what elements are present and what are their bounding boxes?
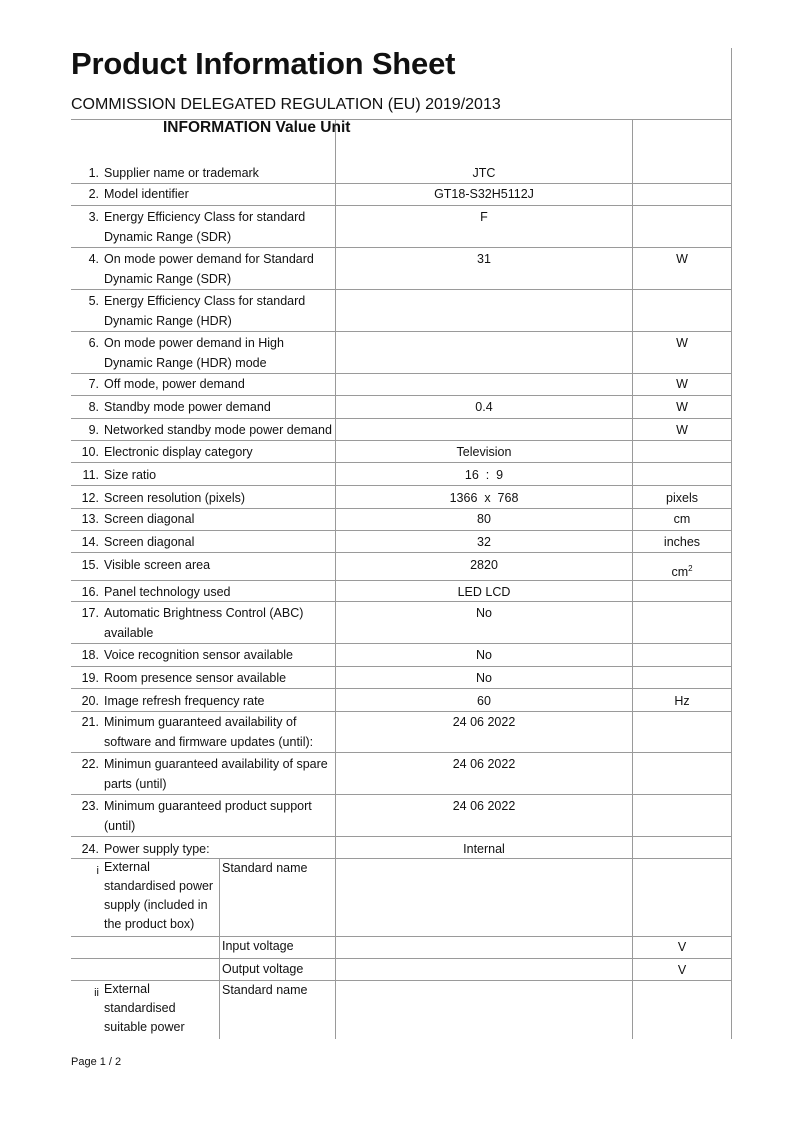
row-value: 2820 (470, 558, 498, 572)
row-number: 15. (81, 558, 99, 572)
row-value: 1366 x 768 (449, 491, 519, 505)
row-label: Model identifier (104, 187, 189, 201)
row-unit: inches (663, 535, 701, 549)
table-header: INFORMATION Value Unit (163, 119, 351, 136)
row-label: Electronic display category (104, 445, 253, 459)
column-divider (219, 858, 220, 1039)
row-label: Size ratio (104, 468, 157, 482)
row-unit: W (676, 336, 688, 350)
row-label: Energy Efficiency Class for standard Dynamic Range (HDR) (104, 294, 306, 328)
row-number: 21. (81, 715, 99, 729)
row-label: Panel technology used (104, 585, 231, 599)
row-value: Internal (463, 842, 505, 856)
row-label: Room presence sensor available (104, 671, 287, 685)
row-unit (633, 559, 731, 582)
row-number: 7. (88, 377, 99, 391)
row-number: 3. (88, 210, 99, 224)
row-number: 24. (81, 842, 99, 856)
power-supply-marker: ii (94, 987, 99, 999)
row-value: 60 (477, 694, 491, 708)
row-value: 24 06 2022 (452, 757, 516, 771)
row-label: Energy Efficiency Class for standard Dynamic Range (SDR) (104, 210, 306, 244)
row-value: JTC (472, 166, 496, 180)
row-number: 19. (81, 671, 99, 685)
row-unit: W (676, 252, 688, 266)
page-title: Product Information Sheet (71, 46, 456, 81)
row-value: 0.4 (475, 400, 493, 414)
row-unit: W (676, 377, 688, 391)
row-label: Power supply type: (104, 842, 210, 856)
power-supply-label: External standardised suitable power (104, 982, 185, 1034)
row-unit: pixels (666, 491, 698, 505)
row-label: On mode power demand in High Dynamic Range (HDR) mode (104, 336, 284, 370)
power-supply-label: External standardised power supply (included in the product box) (104, 860, 214, 931)
row-value: 32 (477, 535, 491, 549)
row-value: 24 06 2022 (452, 715, 516, 729)
row-unit-text: cm (671, 565, 689, 580)
row-label: Image refresh frequency rate (104, 694, 265, 708)
column-divider (731, 48, 732, 1039)
row-unit: W (676, 400, 688, 414)
output-voltage-unit: V (677, 963, 687, 977)
row-label: Minimun guaranteed availability of spare parts (until) (104, 757, 328, 791)
row-unit-superscript: 2 (688, 564, 693, 573)
regulation-subtitle: COMMISSION DELEGATED REGULATION (EU) 2019/2013 (71, 96, 501, 113)
row-number: 17. (81, 606, 99, 620)
row-number: 11. (82, 468, 99, 482)
row-label: Automatic Brightness Control (ABC) available (104, 606, 304, 640)
row-number: 12. (81, 491, 99, 505)
row-label: Screen diagonal (104, 512, 195, 526)
row-unit: W (676, 423, 688, 437)
row-value: GT18-S32H5112J (434, 187, 534, 201)
row-label: Standby mode power demand (104, 400, 271, 414)
row-number: 1. (88, 166, 99, 180)
page-footer: Page 1 / 2 (71, 1056, 122, 1068)
row-number: 23. (81, 799, 99, 813)
row-number: 10. (81, 445, 99, 459)
row-value: LED LCD (457, 585, 511, 599)
standard-name-label: Standard name (222, 983, 308, 997)
row-value: No (476, 606, 492, 620)
row-number: 18. (81, 648, 99, 662)
power-supply-marker: i (96, 865, 99, 877)
output-voltage-label: Output voltage (222, 962, 304, 976)
row-value: F (480, 210, 488, 224)
row-label: On mode power demand for Standard Dynamic Range (SDR) (104, 252, 314, 286)
row-label: Screen resolution (pixels) (104, 491, 246, 505)
row-value: No (476, 648, 492, 662)
row-number: 16. (81, 585, 99, 599)
row-value: No (476, 671, 492, 685)
standard-name-label: Standard name (222, 861, 308, 875)
input-voltage-label: Input voltage (222, 939, 294, 953)
row-number: 13. (81, 512, 99, 526)
row-value: 16 : 9 (464, 468, 504, 482)
row-number: 2. (88, 187, 99, 201)
row-label: Minimum guaranteed product support (until) (104, 799, 312, 833)
row-label: Screen diagonal (104, 535, 195, 549)
row-label: Networked standby mode power demand (104, 423, 332, 437)
row-value: Television (456, 445, 512, 459)
row-value: 80 (477, 512, 491, 526)
row-number: 5. (88, 294, 99, 308)
row-number: 8. (88, 400, 99, 414)
row-number: 4. (88, 252, 99, 266)
row-number: 22. (81, 757, 99, 771)
row-value: 24 06 2022 (452, 799, 516, 813)
row-label: Visible screen area (104, 558, 211, 572)
row-number: 9. (88, 423, 99, 437)
row-number: 14. (81, 535, 99, 549)
row-label: Voice recognition sensor available (104, 648, 294, 662)
row-label: Supplier name or trademark (104, 166, 259, 180)
row-label: Minimum guaranteed availability of software and firmware updates (until): (104, 715, 314, 749)
input-voltage-unit: V (677, 940, 687, 954)
row-unit: Hz (674, 694, 690, 708)
row-number: 6. (88, 336, 99, 350)
row-label: Off mode, power demand (104, 377, 245, 391)
row-value: 31 (477, 252, 491, 266)
row-number: 20. (81, 694, 99, 708)
row-unit: cm (673, 512, 691, 526)
